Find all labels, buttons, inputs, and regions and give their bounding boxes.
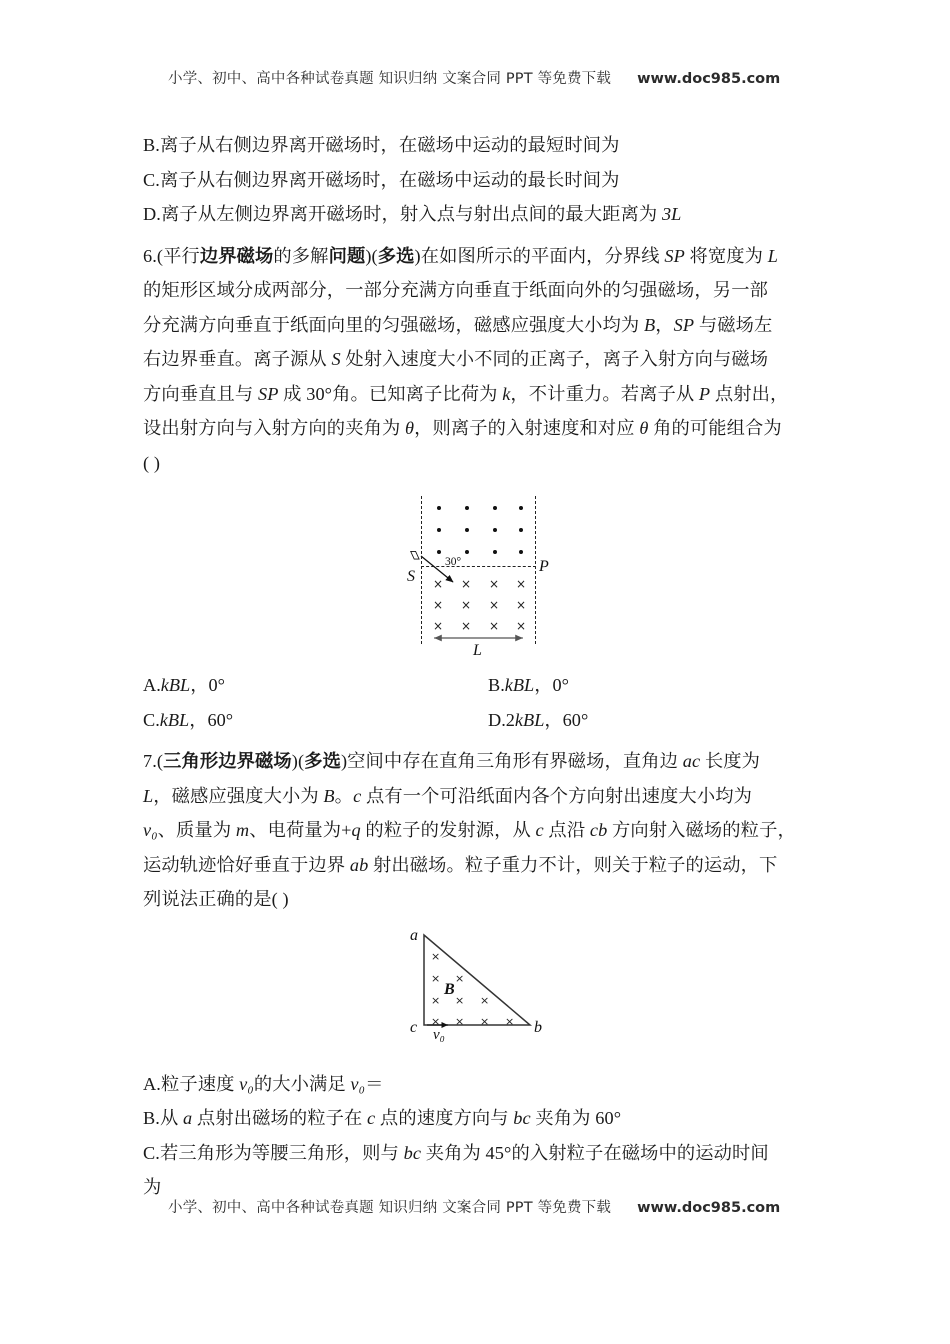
figure-label-B: B [444, 980, 455, 998]
q7-option-b-bc: bc [513, 1108, 531, 1128]
q6-option-c-expr: kBL [159, 709, 190, 730]
q6-option-d[interactable] [488, 703, 821, 738]
q6-point-P: P [698, 383, 711, 404]
q6-option-a-expr: kBL [160, 675, 191, 695]
q6-stem-line6 [143, 411, 821, 446]
q7-l2b: ，磁感应强度大小为 [153, 785, 324, 806]
field-cross-in: × [433, 619, 444, 633]
q7-point-c-1: c [353, 785, 362, 806]
q5-option-d-value: 3L [661, 204, 682, 224]
q6-l6c: 角的可能组合为 [648, 418, 782, 438]
q7-stem-line3 [143, 813, 821, 848]
q7-option-c[interactable] [143, 1136, 821, 1171]
field-cross-in: × [461, 577, 472, 591]
q6-multi-close: ) [414, 245, 421, 266]
q6-l6b: ，则离子的入射速度和对应 [414, 418, 640, 438]
q6-option-a-angle: 0° [208, 675, 225, 695]
q6-option-c[interactable] [143, 703, 488, 738]
q7-multi-label: 多选 [304, 751, 341, 771]
field-cross-in: × [516, 598, 527, 612]
q7-option-a-mid: 的大小满足 [253, 1073, 351, 1094]
field-dot-out [519, 528, 523, 532]
q7-l4b: 射出磁场。粒子重力不计，则关于粒子的运动，下 [368, 854, 778, 875]
field-cross-in: × [455, 1014, 465, 1028]
q7-length-L: L [143, 785, 154, 806]
field-cross-in: × [431, 949, 441, 963]
q7-l3c: 的粒子的发射源，从 [360, 820, 536, 840]
figure-label-a: a [410, 926, 418, 944]
footer-watermark-text: 小学、初中、高中各种试卷真题 知识归纳 文案合同 PPT 等免费下载 [168, 1200, 612, 1216]
q7-l3d: 点沿 [543, 820, 590, 840]
q6-sp-3: SP [257, 383, 279, 404]
q6-option-d-sep: ， [544, 709, 563, 730]
figure-label-L: L [473, 642, 482, 659]
q7-option-b[interactable] [143, 1101, 821, 1136]
field-dot-out [437, 528, 441, 532]
q6-option-d-key: D.2 [488, 709, 515, 730]
q7-option-c-a: C.若三角形为等腰三角形，则与 [143, 1142, 404, 1163]
q7-field-B: B [323, 785, 335, 806]
field-cross-in: × [455, 993, 465, 1007]
field-cross-in: × [480, 1014, 490, 1028]
field-dot-out [437, 506, 441, 510]
q7-edge-ab: ab [349, 854, 369, 875]
q7-option-a-pre: A.粒子速度 [143, 1073, 240, 1094]
field-dot-out [493, 550, 497, 554]
q7-number: 7. [143, 751, 157, 771]
q6-l1a: 在如图所示的平面内，分界线 [420, 245, 665, 266]
q6-option-d-angle: 60° [562, 709, 589, 730]
q5-option-b: B.离子从右侧边界离开磁场时，在磁场中运动的最短时间为 [143, 135, 620, 155]
footer-watermark [168, 1196, 808, 1217]
q7-l3b: 、电荷量为+ [249, 820, 352, 840]
q6-figure-wrap [143, 494, 821, 662]
q6-stem-line2: 的矩形区域分成两部分，一部分充满方向垂直于纸面向外的匀强磁场，另一部 [143, 280, 768, 300]
q7-option-b-b: 点射出磁场的粒子在 [192, 1108, 368, 1128]
q6-stem-line5 [143, 377, 821, 412]
q7-option-b-point-a: a [183, 1108, 193, 1128]
q6-option-d-expr: kBL [514, 709, 545, 730]
q6-option-b-sep: ， [534, 675, 553, 695]
field-cross-in: × [489, 598, 500, 612]
q6-option-a-sep: ， [190, 675, 209, 695]
q6-option-b[interactable] [488, 668, 821, 703]
q6-tag-bold-1: 边界磁场 [199, 245, 274, 266]
field-cross-in: × [516, 577, 527, 591]
q7-multi-close: ) [340, 751, 348, 771]
field-cross-in: × [433, 598, 444, 612]
q6-option-a[interactable] [143, 668, 488, 703]
figure-label-v0: v₀ [433, 1026, 445, 1043]
q6-l5c: ，不计重力。若离子从 [510, 383, 699, 404]
q7-tag-bold: 三角形边界磁场 [163, 751, 292, 771]
q7-l4a: 运动轨迹恰好垂直于边界 [143, 854, 350, 875]
q6-figure-rectangular-field [405, 494, 555, 662]
header-watermark-text: 小学、初中、高中各种试卷真题 知识归纳 文案合同 PPT 等免费下载 [168, 71, 612, 87]
q6-tag-close: ) [365, 245, 372, 266]
figure-label-b: b [534, 1018, 542, 1036]
q7-figure-triangular-field [406, 927, 556, 1059]
figure-label-P: P [539, 558, 549, 575]
field-cross-in: × [505, 1014, 515, 1028]
field-cross-in: × [433, 577, 444, 591]
q6-l5d: 点射出， [710, 383, 789, 404]
q7-l3a: 、质量为 [157, 820, 236, 840]
q7-l2d: 点有一个可沿纸面内各个方向射出速度大小均为 [361, 785, 752, 806]
q6-l3a: 分充满方向垂直于纸面向里的匀强磁场，磁感应强度大小均为 [143, 314, 644, 335]
field-dot-out [519, 550, 523, 554]
q7-option-a[interactable] [143, 1067, 821, 1102]
q7-figure-wrap [143, 927, 821, 1059]
q6-length-L: L [767, 245, 779, 266]
q5-option-d-text: D.离子从左侧边界离开磁场时，射入点与射出点间的最大距离为 [143, 204, 662, 224]
q6-stem-line3 [143, 308, 821, 343]
q5-option-c: C.离子从右侧边界离开磁场时，在磁场中运动的最长时间为 [143, 169, 620, 190]
angle-label-30deg: 30° [445, 556, 462, 568]
q6-l5a: 方向垂直且与 [143, 383, 258, 404]
field-cross-in: × [516, 619, 527, 633]
q6-stem-line4 [143, 342, 821, 377]
q6-l4b: 处射入速度大小不同的正离子，离子入射方向与磁场 [340, 349, 769, 369]
q6-theta-1: θ [405, 418, 415, 438]
q6-sp-2: SP [673, 314, 695, 335]
field-cross-in: × [431, 993, 441, 1007]
q7-option-a-v0: v₀ [239, 1073, 254, 1094]
q6-tag-open: (平行 [156, 245, 200, 266]
field-cross-in: × [431, 1014, 441, 1028]
q7-option-c-bc: bc [403, 1142, 422, 1163]
field-cross-in: × [489, 577, 500, 591]
q6-answer-blank[interactable]: ( ) [143, 452, 161, 473]
q7-tag-close: ) [291, 751, 298, 771]
field-cross-in: × [431, 971, 441, 985]
header-watermark [168, 67, 808, 88]
field-dot-out [493, 528, 497, 532]
q7-option-a-v0b: v₀ [350, 1073, 366, 1094]
q7-option-c-cont: 为 [143, 1177, 162, 1197]
field-cross-in: × [480, 993, 490, 1007]
q7-answer-blank[interactable]: 列说法正确的是( ) [143, 889, 289, 909]
q6-l6a: 设出射方向与入射方向的夹角为 [143, 418, 406, 438]
q6-l5b: 成 30°角。已知离子比荷为 [278, 383, 503, 404]
q7-point-c-2: c [535, 820, 544, 840]
q7-option-b-point-c: c [367, 1108, 376, 1128]
q6-option-b-key: B. [488, 675, 505, 695]
q7-charge-q: q [351, 820, 361, 840]
q7-option-b-a: B.从 [143, 1108, 184, 1128]
field-dot-out [465, 506, 469, 510]
figure-label-S: S [407, 568, 415, 585]
q7-option-c-b: 夹角为 45°的入射粒子在磁场中的运动时间 [421, 1142, 769, 1163]
q7-edge-ac: ac [682, 751, 701, 771]
header-watermark-url: www.doc985.com [637, 71, 781, 87]
q6-l4a: 右边界垂直。离子源从 [143, 349, 332, 369]
figure-label-c: c [410, 1018, 418, 1036]
q6-multi-label: 多选 [377, 245, 415, 266]
q7-l3e: 方向射入磁场的粒子， [607, 820, 796, 840]
q7-direction-cb: cb [589, 820, 608, 840]
q6-sp-1: SP [664, 245, 685, 266]
field-cross-in: × [461, 619, 472, 633]
q7-option-b-d: 夹角为 60° [530, 1108, 622, 1128]
right-boundary-dashed [535, 496, 536, 644]
field-dot-out [519, 506, 523, 510]
q6-theta-2: θ [639, 418, 649, 438]
q7-option-b-c: 点的速度方向与 [375, 1108, 514, 1128]
q6-option-b-angle: 0° [552, 675, 569, 695]
field-cross-in: × [489, 619, 500, 633]
q7-multi-open: ( [298, 751, 305, 771]
q7-mass-m: m [235, 820, 250, 840]
q6-tag-bold-2: 问题 [328, 245, 366, 266]
q7-stem-line2 [143, 779, 821, 814]
q7-tag-open: ( [156, 751, 164, 771]
v0-direction-arrow [426, 1019, 466, 1033]
q6-multi-open: ( [371, 245, 378, 266]
width-dimension-arrow [421, 634, 536, 642]
q6-point-S: S [331, 349, 341, 369]
q7-l1b: 长度为 [700, 751, 761, 771]
q6-ratio-k: k [502, 383, 511, 404]
q6-option-c-sep: ， [189, 709, 208, 730]
q7-stem-line4 [143, 848, 821, 883]
q6-stem [143, 239, 821, 274]
q6-l3c: 与磁场左 [694, 314, 773, 335]
q6-field-B: B [643, 314, 656, 335]
q6-options-row-2 [143, 703, 821, 738]
field-dot-out [465, 528, 469, 532]
q6-l3b: ， [655, 314, 674, 335]
field-cross-in: × [461, 598, 472, 612]
q6-tag-mid: 的多解 [273, 245, 329, 266]
q7-stem-line1 [143, 744, 821, 779]
q6-l1b: 将宽度为 [684, 245, 768, 266]
q5-option-d [143, 197, 821, 232]
q6-number: 6. [143, 245, 157, 266]
q6-option-c-angle: 60° [207, 709, 234, 730]
q7-option-a-eq: ＝ [365, 1073, 384, 1094]
q7-speed-v0: v₀ [143, 820, 158, 840]
q7-l2c: 。 [334, 785, 354, 806]
q6-option-a-key: A. [143, 675, 161, 695]
q6-option-b-expr: kBL [504, 675, 535, 695]
field-dot-out [493, 506, 497, 510]
document-body [143, 128, 821, 1205]
q6-option-c-key: C. [143, 709, 160, 730]
q7-l1a: 空间中存在直角三角形有界磁场，直角边 [347, 751, 683, 771]
field-cross-in: × [455, 971, 465, 985]
footer-watermark-url: www.doc985.com [637, 1200, 781, 1216]
q6-options-row-1 [143, 668, 821, 703]
